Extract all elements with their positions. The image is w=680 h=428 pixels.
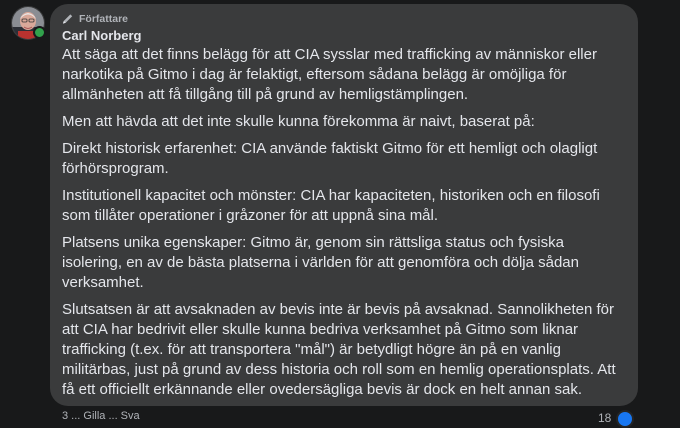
- comment-paragraph: Institutionell kapacitet och mönster: CIA har kapaciteten, historiken och en filosofi som tillåter operationer i gråzoner för att uppnå sina mål.: [62, 187, 600, 224]
- online-status-dot: [33, 26, 46, 39]
- reaction-count[interactable]: 18: [598, 411, 612, 425]
- pencil-icon: [62, 13, 75, 25]
- comment-paragraph: Slutsatsen är att avsaknaden av bevis inte är bevis på avsaknad. Sannolikheten för att CIA har bedrivit eller skulle kunna bedriva verksamhet på Gitmo som liknar trafficking (t.ex. för att transportera "mål") är betydligt högre än på en vanlig militärbas, just på grund av dess historia och roll som en hemlig operationsplats. Att få ett officiellt erkännande eller ovedersägliga bevis är dock en helt annan sak.: [62, 301, 616, 398]
- author-badge: [62, 12, 626, 26]
- author-avatar[interactable]: [11, 6, 45, 40]
- comment-bubble: [50, 4, 638, 406]
- comment-paragraph: Att säga att det finns belägg för att CIA sysslar med trafficking av människor eller narkotika på Gitmo i dag är felaktigt, eftersom sådana belägg är omöjliga för allmänheten att få tillgång till på grund av hemligstämplingen.: [62, 46, 597, 103]
- author-badge-label: Författare: [79, 13, 129, 25]
- comment-paragraph: Direkt historisk erfarenhet: CIA använde faktiskt Gitmo för ett hemligt och olagligt förhörsprogram.: [62, 140, 598, 177]
- author-name[interactable]: Carl Norberg: [62, 28, 142, 43]
- comment-text: [62, 45, 626, 400]
- like-reaction-icon[interactable]: [616, 410, 634, 428]
- comment-paragraph: Platsens unika egenskaper: Gitmo är, genom sin rättsliga status och fysiska isolering, en av de bästa platserna i världen för att genomföra och dölja sådan verksamhet.: [62, 234, 579, 291]
- comment-actions[interactable]: 3 ... Gilla ... Sva: [62, 410, 140, 422]
- comment-paragraph: Men att hävda att det inte skulle kunna förekomma är naivt, baserat på:: [62, 113, 535, 130]
